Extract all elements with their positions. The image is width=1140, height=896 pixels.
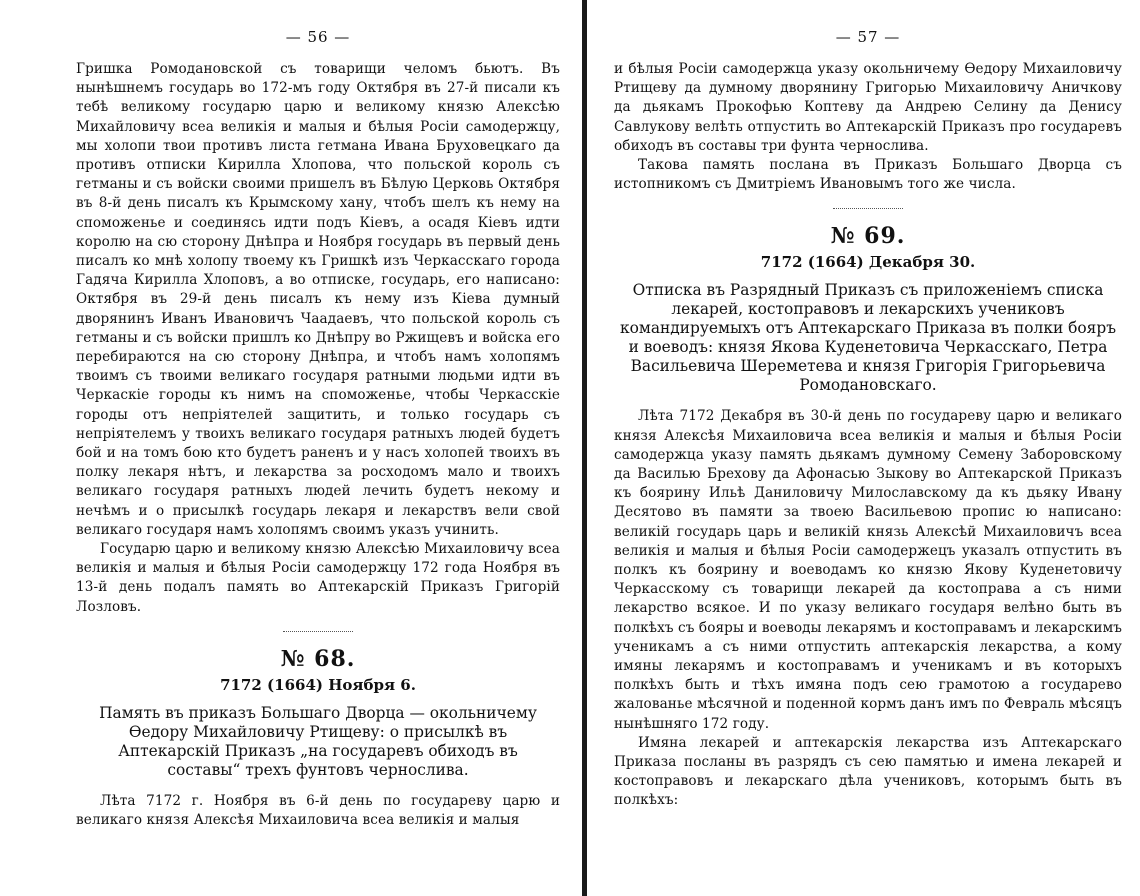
right-body-paragraph-2: Имяна лекарей и аптекарскія лекарства изъ Аптекарскаго Приказа посланы въ разрядъ съ сею памятью и имена лекарей и костоправовъ и лекарскаго дѣла учениковъ, которымъ быть въ полкѣхъ: [614,734,1122,809]
left-body [76,60,560,617]
document-title-69: Отписка въ Разрядный Приказъ съ приложеніемъ списка лекарей, костоправовъ и лекарскихъ учениковъ командируемыхъ отъ Аптекарскаго Приказа въ полки бояръ и воеводъ: князя Якова Куденетовича Черкасскаго, Петра Васильевича Шереметева и князя Григорія Григорьевича Ромодановскаго. [619,281,1116,395]
left-closing-paragraph: Лѣта 7172 г. Ноября въ 6-й день по государеву царю и великаго князя Алексѣя Михаиловича всеа великія и малыя [76,792,560,829]
right-note-paragraph: Такова память послана въ Приказъ Большаго Дворца съ истопникомъ съ Дмитріемъ Ивановымъ того же числа. [614,157,1122,193]
document-date-68: 7172 (1664) Ноября 6. [220,675,416,694]
left-closing [76,792,560,830]
right-body-paragraph-1: Лѣта 7172 Декабря въ 30-й день по государеву царю и великаго князя Алексѣя Михаиловича всеа великія и малыя и бѣлыя Росіи самодержца указу память дьякамъ думному Семену Заборовскому да Василью Брехову да Афонасью Зыкову во Аптекарской Приказъ къ боярину Ильѣ Даниловичу Милославскому да къ дьяку Ивану Десятово въ памяти за твоею Васильевою пропис ю написано: великій государь царь и великій князь Алексѣй Михаиловичъ всеа великія и малыя и бѣлыя Росіи самодержецъ указалъ отпустить въ полкъ къ боярину и воеводамъ ко князю Якову Куденетовичу Черкасскому съ товарищи лекарей да костоправа а съ ними лекарство всякое. И по указу великаго государя велѣно быть въ полкѣхъ съ бояры и воеводы лекарямъ и костоправамъ и лекарскимъ ученикамъ а съ ними отпустить аптекарскія лекарства, а кому имяны лекарямъ и костоправамъ и ученикамъ и въ которыхъ полкѣхъ быть и тѣхъ имяна подъ сею грамотою а государево жалованье мѣсячной и поденной кормъ данъ имъ по Февраль мѣсяцъ нынѣшняго 172 году. [614,408,1122,732]
right-page-number: — 57 — [835,28,901,46]
separator [833,208,903,209]
document-title-68: Память въ приказъ Большаго Дворца — окольничему Ѳедору Михайловичу Ртищеву: о присылкѣ въ Аптекарскій Приказъ „на государевъ обиходъ въ составы“ трехъ фунтовъ чернослива. [99,703,537,779]
left-page-number: — 56 — [285,28,351,46]
document-number-69: № 69. [830,223,906,250]
left-paragraph-1: Гришка Ромодановской съ товарищи челомъ бьютъ. Въ нынѣшнемъ государь во 172-мъ году Октября въ 27-й писали къ тебѣ великому государю царю и великому князю Алексѣю Михайловичу всеа великія и малыя и бѣлыя Росіи самодержцу, мы холопи твои противъ листа гетмана Ивана Бруховецкаго да противъ отписки Кирилла Хлопова, что польской король съ гетманы и съ войски своими пришелъ въ Бѣлую Церковь Октября въ 8-й день писалъ къ Крымскому хану, чтобъ шелъ къ нему на споможенье и соединясь идти подъ Кіевъ, а осадя Кіевъ идти королю на сю сторону Днѣпра и Ноября государь въ первый день писалъ ко мнѣ холопу твоему къ Гришкѣ изъ Черкасскаго города Гадяча Кирилла Хлоповъ, а во отписке, государь, его написано: Октября въ 29-й день писалъ къ нему изъ Кіева думный дворянинъ Иванъ Ивановичъ Чаадаевъ, что польской король съ гетманы и съ войски пришлъ ко Днѣпру во Ржищевъ и войска его перебираются на сю сторону Днѣпра, и чтобъ намъ холопямъ твоимъ съ твоими великаго государя ратными людьми идти въ Черкаскіе городы къ нимъ на споможенье, чтобы Черкасскіе городы отъ непріятелей защитить, и только государь съ непріятелемъ у твоихъ великаго государя ратныхъ людей будетъ бой и на томъ бою кто будетъ раненъ и у насъ холопей твоихъ въ полку лекаря нѣтъ, и лекарства за росходомъ мало и твоихъ великаго государя ратныхъ людей лечить будетъ некому и нечѣмъ и о присылкѣ государь лекаря и лекарствъ вели свой великаго государя намъ холопямъ своимъ указъ учинить. [76,61,560,538]
document-number-68: № 68. [280,645,356,672]
book-spine [582,0,587,896]
left-paragraph-2: Государю царю и великому князю Алексѣю Михаиловичу всеа великія и малыя и бѣлыя Росіи самодержцу 172 года Ноября въ 13-й день подалъ память во Аптекарскій Приказъ Григорій Лозловъ. [76,541,560,615]
right-body [614,407,1122,810]
right-opening-paragraph: и бѣлыя Росіи самодержца указу окольничему Ѳедору Михаиловичу Ртищеву да думному дворянину Григорью Михаиловичу Аничкову да дьякамъ Прокофью Коптеву да Андрею Селину да Денису Савлукову велѣть отпустить во Аптекарскій Приказъ про государевъ обиходъ въ составы три фунта чернослива. [614,61,1122,154]
document-date-69: 7172 (1664) Декабря 30. [760,253,976,272]
separator [283,631,353,632]
right-page [590,0,1140,896]
right-opening [614,60,1122,194]
